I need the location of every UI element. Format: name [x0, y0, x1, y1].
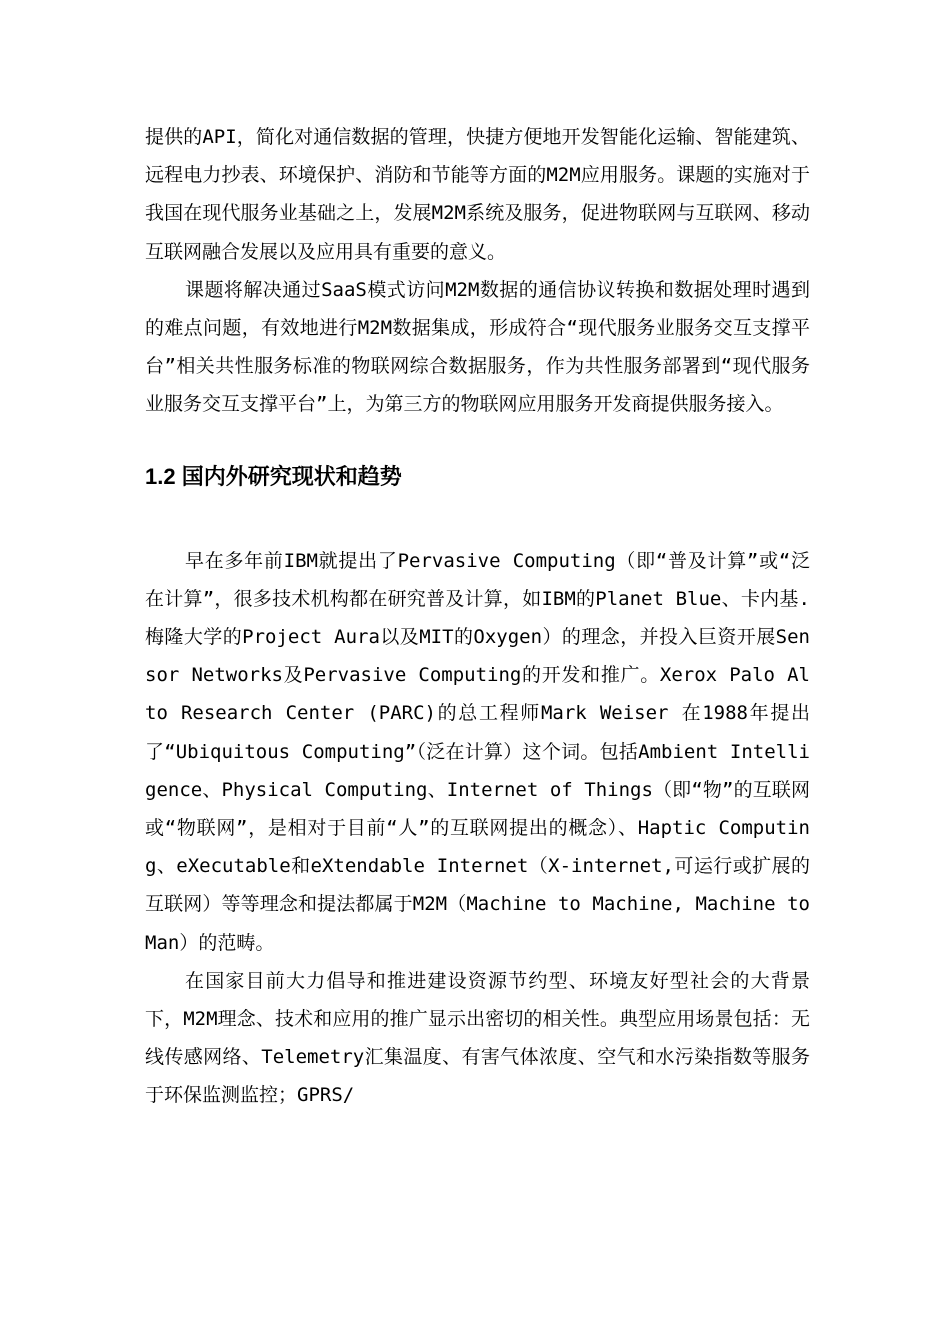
body-paragraph: 课题将解决通过SaaS模式访问M2M数据的通信协议转换和数据处理时遇到的难点问题，有效地进行M2M数据集成，形成符合“现代服务业服务交互支撑平台”相关共性服务标准的物联网综合数据服务，作为共性服务部署到“现代服务业服务交互支撑平台”上，为第三方的物联网应用服务开发商提供服务接入。 — [145, 278, 810, 416]
document-body — [145, 118, 810, 1115]
body-paragraph: 提供的API，简化对通信数据的管理，快捷方便地开发智能化运输、智能建筑、远程电力抄表、环境保护、消防和节能等方面的M2M应用服务。课题的实施对于我国在现代服务业基础之上，发展M2M系统及服务，促进物联网与互联网、移动互联网融合发展以及应用具有重要的意义。 — [145, 126, 810, 263]
body-paragraph: 早在多年前IBM就提出了Pervasive Computing（即“普及计算”或“泛在计算”，很多技术机构都在研究普及计算，如IBM的Planet Blue、卡内基.梅隆大学的Project Aura以及MIT的Oxygen）的理念，并投入巨资开展Sensor Networks及Pervasive Computing的开发和推广。Xerox Palo Alto Research Center (PARC)的总工程师Mark Weiser 在1988年提出了“Ubiquitous Computing”（泛在计算）这个词。包括Ambient Intelligence、Physical Computing、Internet of Things（即“物”的互联网或“物联网”，是相对于目前“人”的互联网提出的概念）、Haptic Computing、eXecutable和eXtendable Internet（X-internet,可运行或扩展的互联网）等等理念和提法都属于M2M（Machine to Machine, Machine to Man）的范畴。 — [145, 549, 810, 954]
body-paragraph: 在国家目前大力倡导和推进建设资源节约型、环境友好型社会的大背景下，M2M理念、技术和应用的推广显示出密切的相关性。典型应用场景包括：无线传感网络、Telemetry汇集温度、有害气体浓度、空气和水污染指数等服务于环保监测监控；GPRS/ — [145, 969, 810, 1107]
section-heading: 1.2 国内外研究现状和趋势 — [145, 463, 402, 489]
